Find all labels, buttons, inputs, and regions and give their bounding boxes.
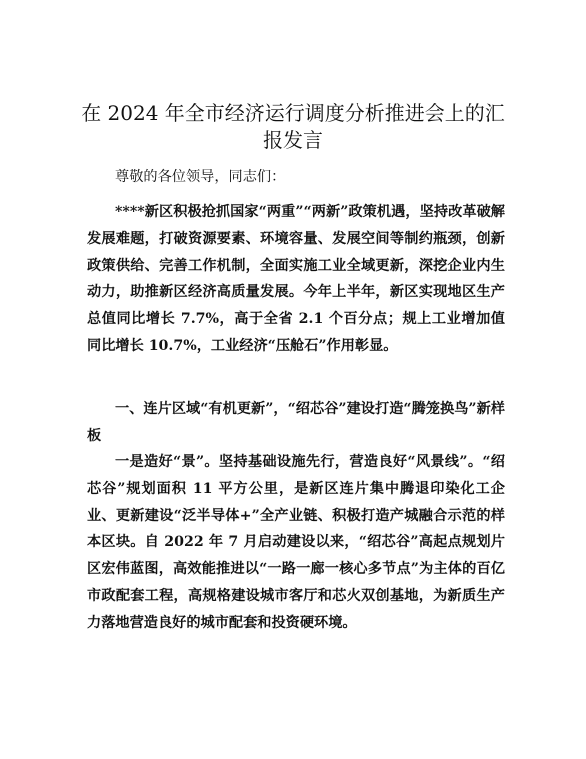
section-1-paragraph-1: 一是造好“景”。坚持基础设施先行，营造良好“风景线”。“绍芯谷”规划面积 11 平方公里，是新区连片集中腾退印染化工企业、更新建设“泛半导体+”全产业链、积极打造产城融合示范的样本区块。自 2022 年 7 月启动建设以来，“绍芯谷”高起点规划片区宏伟蓝图，高效能推进以“一路一廊一核心多节点”为主体的百亿市政配套工程，高规格建设城市客厅和芯火双创基地，为新质生产力落地营造良好的城市配套和投资硬环境。 [87, 454, 505, 631]
section-heading-1: 一、连片区域“有机更新”，“绍芯谷”建设打造“腾笼换鸟”新样板 [87, 401, 505, 444]
document-title: 在 2024 年全市经济运行调度分析推进会上的汇报发言 [81, 101, 505, 152]
intro-paragraph: ****新区积极抢抓国家“两重”“两新”政策机遇，坚持改革破解发展难题，打破资源要素、环境容量、发展空间等制约瓶颈，创新政策供给、完善工作机制，全面实施工业全域更新，深挖企业内生动力，助推新区经济高质量发展。今年上半年，新区实现地区生产总值同比增长 7.7%，高于全省 2.1 个百分点；规上工业增加值同比增长 10.7%，工业经济“压舱石”作用彰显。 [87, 204, 505, 354]
salutation: 尊敬的各位领导，同志们： [115, 169, 286, 185]
